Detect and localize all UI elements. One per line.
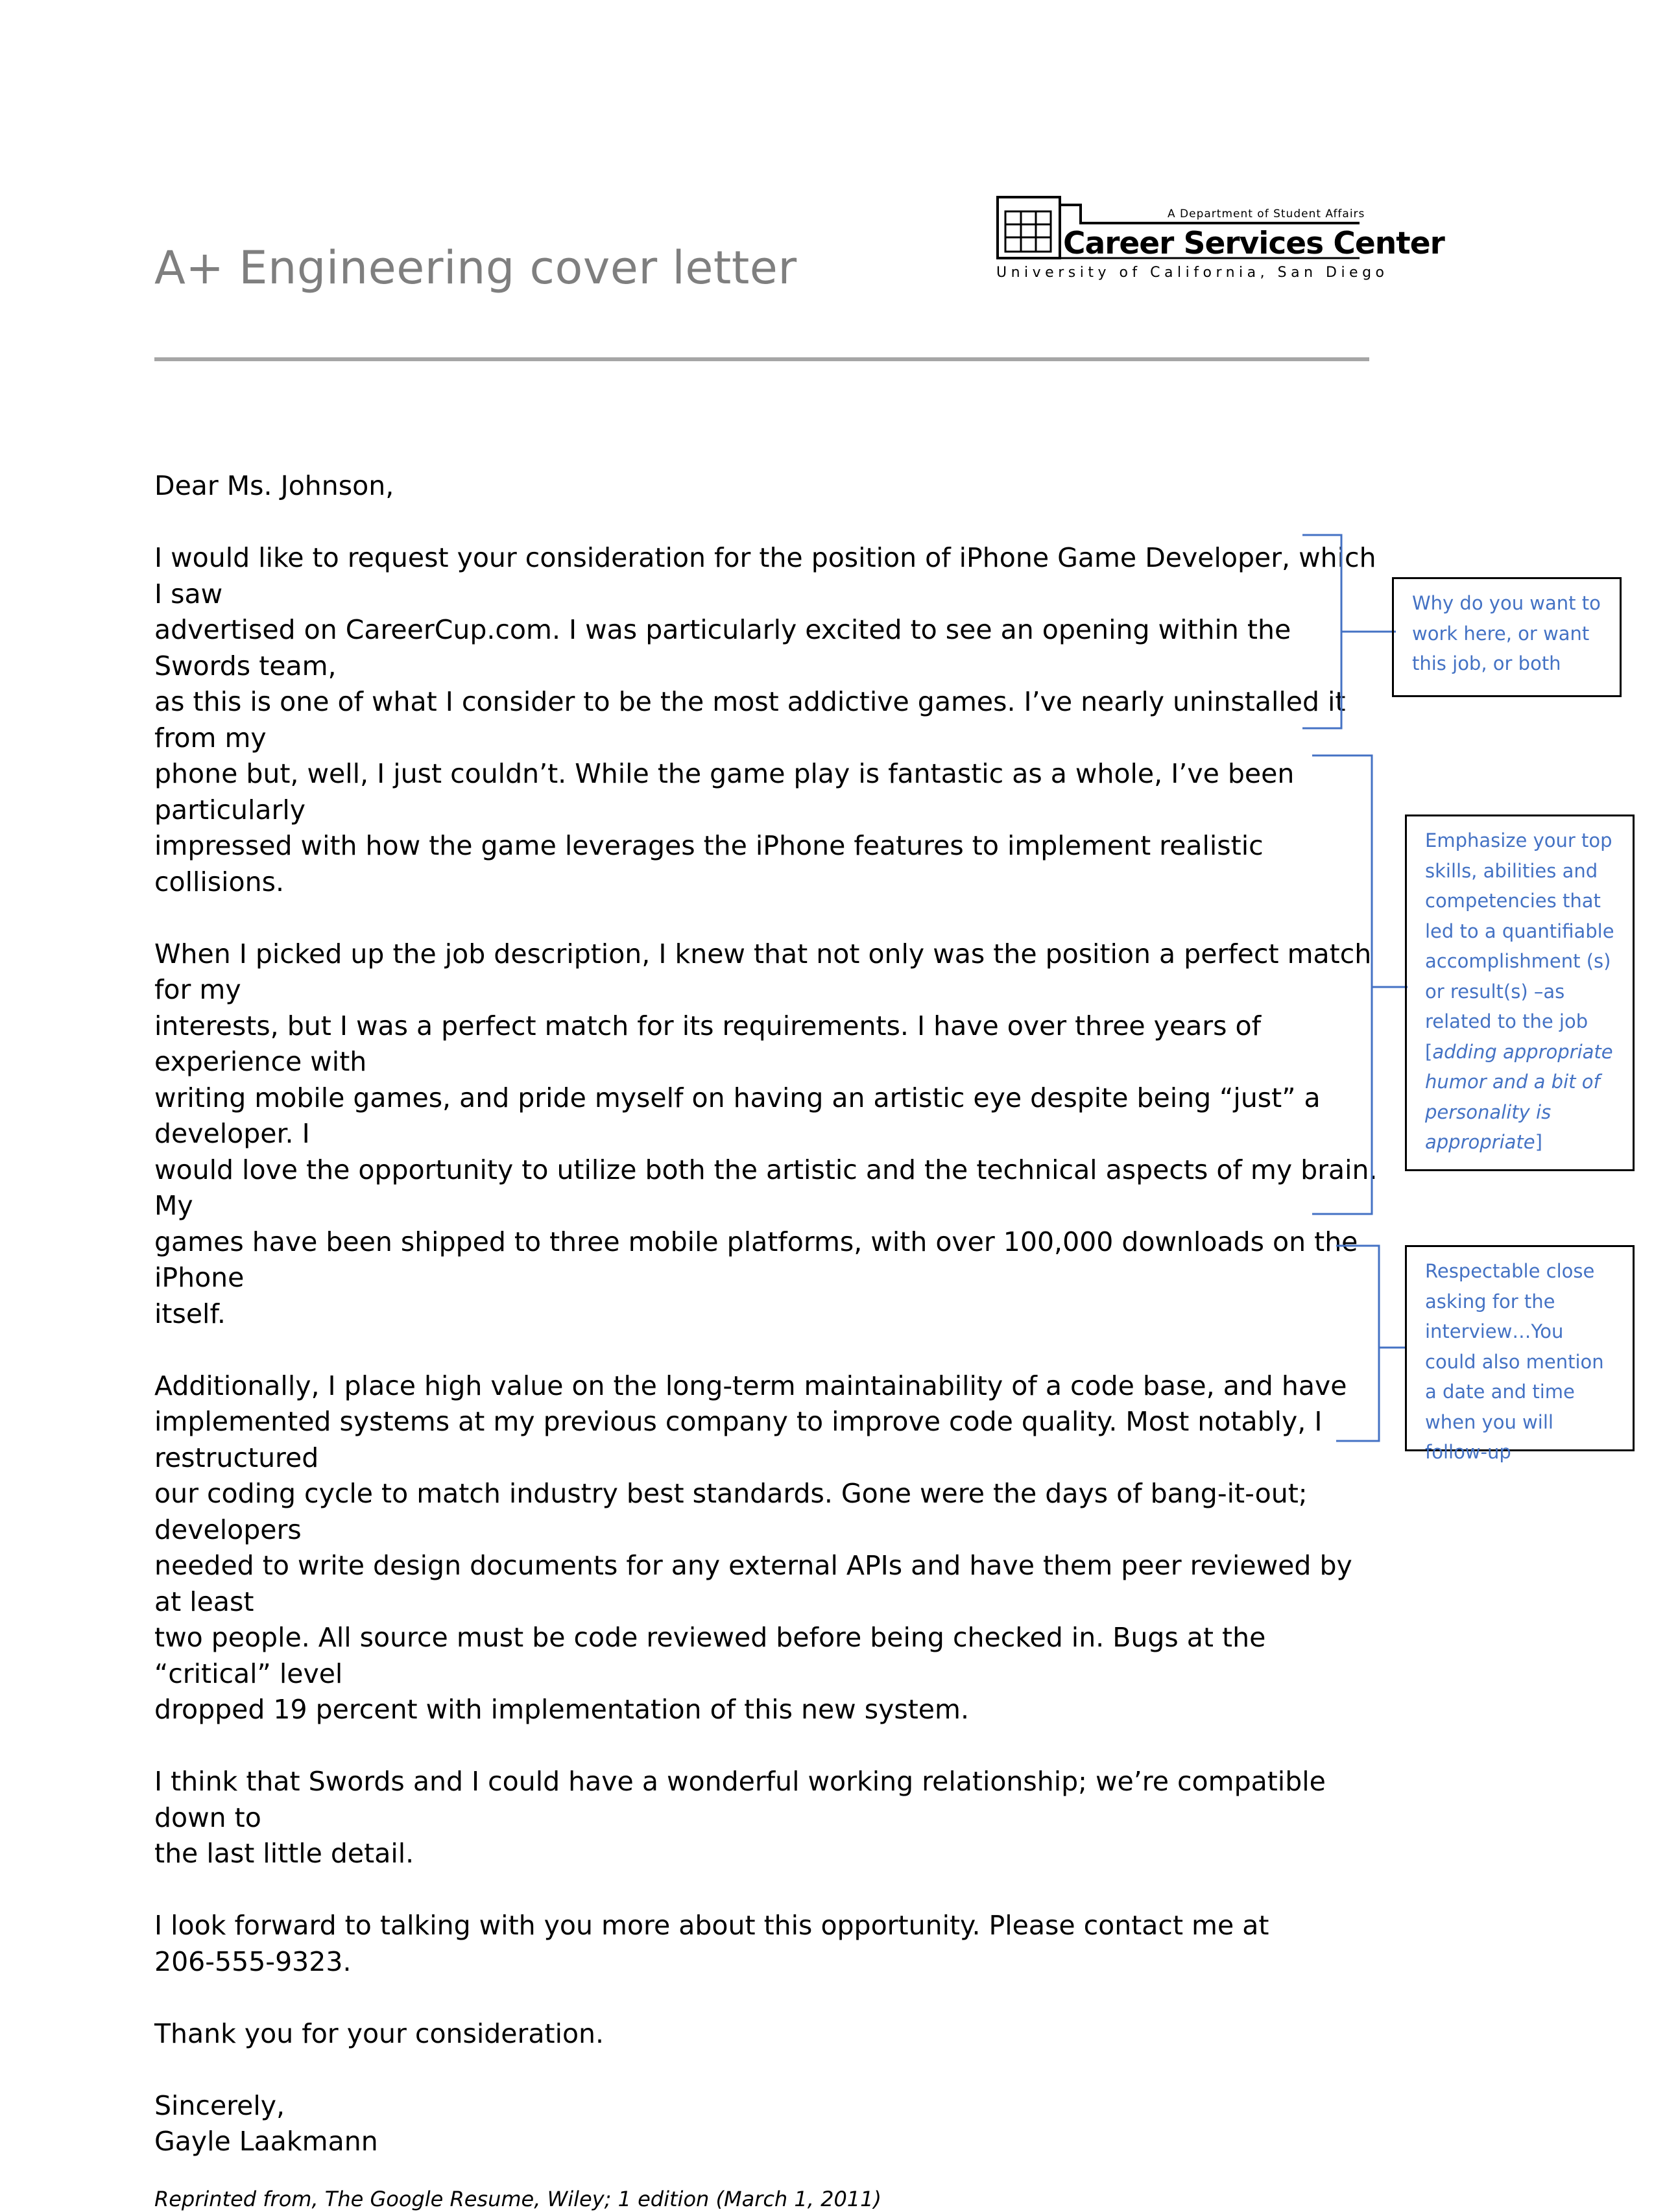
- annotation-text: Why do you want to work here, or want this job, or both: [1412, 592, 1601, 674]
- annotation-why-this-job: [1392, 577, 1622, 697]
- bracket-3: [1331, 1243, 1409, 1445]
- reprint-credit: Reprinted from, The Google Resume, Wiley; 1 edition (March 1, 2011): [154, 2186, 881, 2211]
- career-services-logo: [996, 196, 1444, 293]
- signature: Gayle Laakmann: [154, 2126, 378, 2157]
- salutation: Dear Ms. Johnson,: [154, 470, 394, 501]
- closing: Sincerely,: [154, 2089, 285, 2121]
- paragraph-achievements: Additionally, I place high value on the long-term maintainability of a code base, and have implemented systems at my previous company to improve code quality. Most notably, I restructured our coding cycle to match industry best standards. Gone were the days of bang-it-out; developers needed to write design documents for any external APIs and have them peer reviewed by at least two people. All source must be code reviewed before being checked in. Bugs at the “critical” level dropped 19 percent with implementation of this new system.: [154, 1370, 1352, 1725]
- annotation-text: Respectable close asking for the interview…You could also mention a date and time when you will follow-up: [1425, 1260, 1604, 1463]
- document-title: A+ Engineering cover letter: [154, 241, 797, 294]
- logo-department: A Department of Student Affairs: [1168, 208, 1365, 220]
- letter-body: [154, 468, 1380, 2212]
- paragraph-interest: I would like to request your consideration for the position of iPhone Game Developer, which I saw advertised on CareerCup.com. I was particularly excited to see an opening within the Swords team, as this is one of what I consider to be the most addictive games. I’ve nearly uninstalled it from my phone but, well, I just couldn’t. While the game play is fantastic as a whole, I’ve been particularly impressed with how the game leverages the iPhone features to implement realistic collisions.: [154, 542, 1376, 898]
- paragraph-relationship: I think that Swords and I could have a wonderful working relationship; we’re compatible down to the last little detail.: [154, 1766, 1326, 1869]
- bracket-1: [1297, 532, 1401, 733]
- annotation-text: Emphasize your top skills, abilities and competencies that led to a quantifiable accomplishment (s) or result(s) –as related to the job [: [1425, 829, 1614, 1063]
- paragraph-thanks: Thank you for your consideration.: [154, 2017, 605, 2049]
- annotation-italic-text: adding appropriate humor and a bit of personality is appropriate: [1425, 1040, 1613, 1153]
- bracket-2: [1307, 752, 1411, 1218]
- paragraph-qualifications: When I picked up the job description, I knew that not only was the position a perfect match for my interests, but I was a perfect match for its requirements. I have over three years of experience with writing mobile games, and pride myself on having an artistic eye despite being “just” a developer. I would love the opportunity to utilize both the artistic and the technical aspects of my brain. My games have been shipped to three mobile platforms, with over 100,000 downloads on the iPhone itself.: [154, 938, 1378, 1329]
- paragraph-contact: I look forward to talking with you more about this opportunity. Please contact me at 206-555-9323.: [154, 1910, 1269, 1977]
- logo-university: University of California, San Diego: [996, 265, 1389, 281]
- logo-name: Career Services Center: [1063, 226, 1444, 261]
- title-divider: [154, 357, 1369, 361]
- annotation-bracket-close: ]: [1535, 1131, 1542, 1153]
- annotation-emphasize-skills: [1405, 815, 1635, 1171]
- annotation-respectable-close: [1405, 1245, 1635, 1463]
